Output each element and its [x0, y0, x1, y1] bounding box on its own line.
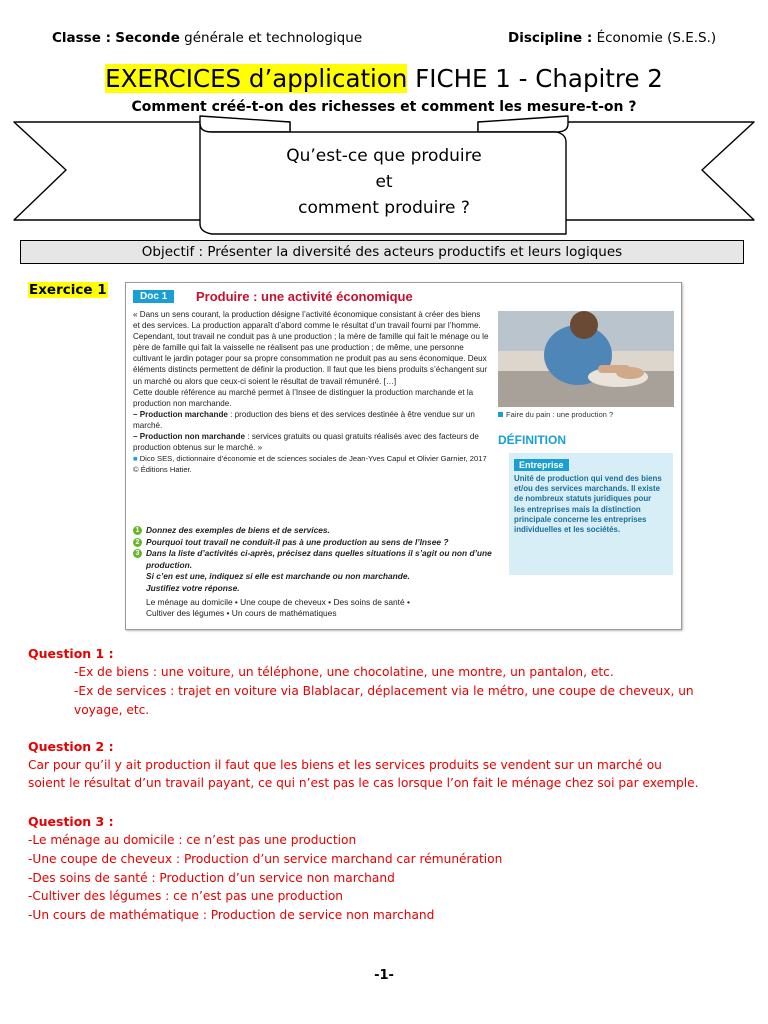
question-3-answer-line: -Des soins de santé : Production d’un service non marchand [28, 871, 395, 885]
question-2-answer-line: Car pour qu’il y ait production il faut que les biens et les services produits se vendent sur un marché ou [28, 758, 662, 772]
doc-activities-line-1: Le ménage au domicile • Une coupe de cheveux • Des soins de santé • [146, 596, 410, 607]
question-3-answer-line: -Une coupe de cheveux : Production d’un service marchand car rémunération [28, 852, 503, 866]
page-title: EXERCICES d’application FICHE 1 - Chapitre 2 [105, 64, 663, 93]
definition-text: Unité de production qui vend des biens et/ou des services marchands. Il existe de nombreux statuts juridiques pour les entreprises mais la distinction principale concerne les entreprises individuelles et les sociétés. [514, 474, 662, 535]
question-3-answer-line: -Un cours de mathématique : Production de service non marchand [28, 908, 435, 922]
doc-activities-line-2: Cultiver des légumes • Un cours de mathématiques [146, 608, 337, 619]
doc-question-2: 2 Pourquoi tout travail ne conduit-il pas à une production au sens de l’Insee ? [133, 537, 493, 549]
doc-badge: Doc 1 [133, 290, 174, 303]
question-number-badge: 1 [133, 526, 142, 535]
question-3-answer-line: -Le ménage au domicile : ce n’est pas une production [28, 833, 357, 847]
objective-text: Présenter la diversité des acteurs productifs et leurs logiques [203, 244, 623, 260]
doc-paragraph-2: Cette double référence au marché permet à l’Insee de distinguer la production marchande et la production non marchande. [133, 387, 474, 408]
banner-line-2: et [375, 172, 393, 192]
doc-source: ■ Dico SES, dictionnaire d’économie et de sciences sociales de Jean-Yves Capul et Olivier Garnier, 2017 © Éditions Hatier. [133, 454, 487, 475]
question-3-label: Question 3 : [28, 814, 114, 829]
definition-box [509, 453, 673, 575]
doc-paragraph: « Dans un sens courant, la production désigne l’activité économique consistant à créer des biens et des services. La production apparaît d’abord comme le résultat d’un travail fourni par l’homme. Cependant, tout travail ne conduit pas à une production ; la mère de famille qui fait le ménage ou le père de famille qui fait la vaisselle ne réalisent pas une production ; de même, une personne cultivant le jardin potager pour sa propre consommation ne produit pas au sens économique. Deux éléments distincts permettent de définir la production. Il faut que les biens produits s’échangent sur un marché ou alors que ceux-ci soient le résultat de travail rémunéré. […] [133, 310, 489, 386]
discipline-header: Discipline : Économie (S.E.S.) [508, 30, 717, 46]
doc-item-non-marchande: – Production non marchande : services gratuits ou quasi gratuits réalisés avec des facteurs de production obtenus sur le marché. » [133, 432, 479, 453]
doc-question-3-followup-2: Justifiez votre réponse. [146, 582, 240, 593]
objective-box [20, 240, 744, 264]
question-number-badge: 3 [133, 549, 142, 558]
question-1-answer-line: -Ex de services : trajet en voiture via Blablacar, déplacement via le métro, une coupe de cheveux, un [74, 684, 694, 698]
banner-line-3: comment produire ? [298, 198, 470, 218]
objective-label: Objectif : [141, 244, 204, 260]
doc-question-3-followup-1: Si c’en est une, indiquez si elle est marchande ou non marchande. [146, 571, 410, 582]
banner-line-1: Qu’est-ce que produire [286, 146, 482, 166]
baker-photo [498, 311, 674, 407]
exercise-label: Exercice 1 [29, 282, 107, 298]
textbook-document [125, 282, 682, 630]
doc-title: Produire : une activité économique [196, 289, 413, 304]
doc-item-marchande: – Production marchande : production des biens et des services destinée à être vendue sur un marché. [133, 409, 475, 430]
question-1-label: Question 1 : [28, 646, 114, 661]
question-3-answer-line: -Cultiver des légumes : ce n’est pas une production [28, 889, 344, 903]
definition-title: DÉFINITION [498, 433, 566, 447]
question-1-answer-line: -Ex de biens : une voiture, un téléphone, une chocolatine, une montre, un pantalon, etc. [74, 665, 614, 679]
question-2-label: Question 2 : [28, 739, 114, 754]
doc-questions [133, 525, 493, 620]
doc-question-1: 1 Donnez des exemples de biens et de services. [133, 525, 493, 537]
question-number-badge: 2 [133, 538, 142, 547]
page-subtitle: Comment créé-t-on des richesses et comment les mesure-t-on ? [131, 99, 637, 115]
question-2-answer-line: soient le résultat d’un travail payant, ce qui n’est pas le cas lorsque l’on fait le ménage chez soi par exemple. [28, 776, 699, 790]
question-1-answer-line: voyage, etc. [74, 703, 150, 717]
class-header: Classe : Seconde générale et technologique [52, 30, 363, 46]
title-highlighted: EXERCICES d’application [105, 64, 408, 93]
doc-text [133, 309, 489, 475]
doc-question-3: 3 Dans la liste d’activités ci-après, précisez dans quelles situations il s’agit ou non d’une production. [133, 548, 493, 571]
photo-caption: Faire du pain : une production ? [498, 410, 678, 419]
definition-term: Entreprise [514, 459, 569, 471]
page-number: -1- [374, 968, 394, 983]
